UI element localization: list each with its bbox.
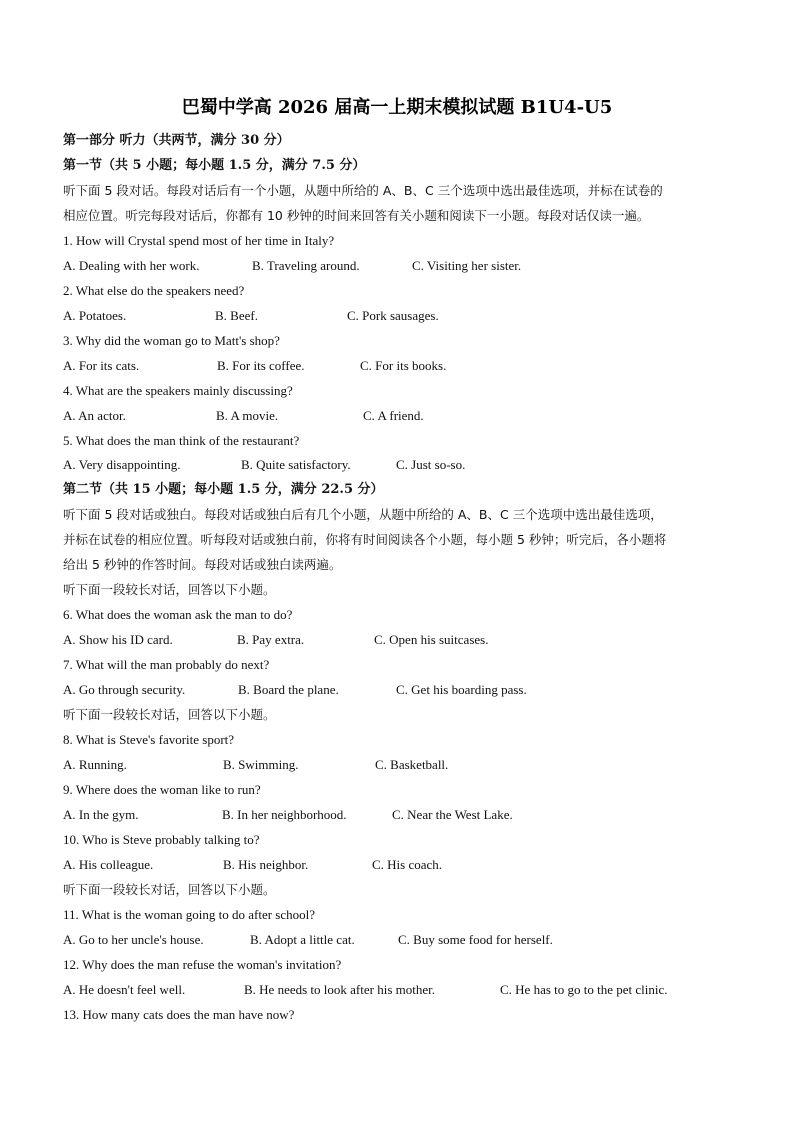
question-8: 8. What is Steve's favorite sport?	[63, 732, 235, 747]
exam-title: 巴蜀中学高 2026 届高一上期末模拟试题 B1U4-U5	[181, 97, 613, 118]
option-a: A. Very disappointing.	[63, 457, 181, 472]
option-c: C. Buy some food for herself.	[398, 932, 553, 947]
option-b: B. Quite satisfactory.	[241, 457, 351, 472]
option-c: C. Open his suitcases.	[374, 632, 489, 647]
option-b: B. Pay extra.	[237, 632, 305, 647]
option-a: A. Dealing with her work.	[63, 258, 200, 273]
option-c: C. His coach.	[372, 857, 443, 872]
question-3: 3. Why did the woman go to Matt's shop?	[63, 333, 280, 348]
option-a: A. Running.	[63, 757, 127, 772]
listen-prompt: 听下面一段较长对话，回答以下小题。	[63, 882, 276, 897]
question-13: 13. How many cats does the man have now?	[63, 1007, 295, 1022]
option-c: C. Near the West Lake.	[392, 807, 513, 822]
option-c: C. For its books.	[360, 358, 447, 373]
option-b: B. Board the plane.	[238, 682, 339, 697]
question-9: 9. Where does the woman like to run?	[63, 782, 261, 797]
option-c: C. Get his boarding pass.	[396, 682, 527, 697]
option-c: C. Just so-so.	[396, 457, 466, 472]
section1-instructions-line1: 听下面 5 段对话。每段对话后有一个小题，从题中所给的 A、B、C 三个选项中选出最佳选项，并标在试卷的	[63, 183, 663, 198]
section2-heading: 第二节（共 15 小题；每小题 1.5 分，满分 22.5 分）	[63, 482, 384, 497]
option-b: B. His neighbor.	[223, 857, 309, 872]
option-c: C. He has to go to the pet clinic.	[500, 982, 668, 997]
option-a: A. Potatoes.	[63, 308, 127, 323]
section1-heading: 第一节（共 5 小题；每小题 1.5 分，满分 7.5 分）	[63, 158, 366, 173]
option-c: C. Pork sausages.	[347, 308, 439, 323]
question-11: 11. What is the woman going to do after school?	[63, 907, 316, 922]
question-7: 7. What will the man probably do next?	[63, 657, 270, 672]
option-b: B. Beef.	[215, 308, 258, 323]
section2-instructions-line3: 给出 5 秒钟的作答时间。每段对话或独白读两遍。	[63, 557, 342, 572]
question-10: 10. Who is Steve probably talking to?	[63, 832, 260, 847]
option-b: B. Traveling around.	[252, 258, 360, 273]
option-a: A. Show his ID card.	[63, 632, 173, 647]
option-a: A. Go through security.	[63, 682, 186, 697]
section2-instructions-line1: 听下面 5 段对话或独白。每段对话或独白后有几个小题，从题中所给的 A、B、C 三个选项中选出最佳选项，	[63, 507, 663, 522]
option-a: A. His colleague.	[63, 857, 154, 872]
option-a: A. For its cats.	[63, 358, 140, 373]
option-a: A. In the gym.	[63, 807, 139, 822]
option-b: B. Swimming.	[223, 757, 299, 772]
listen-prompt: 听下面一段较长对话，回答以下小题。	[63, 582, 276, 597]
section1-instructions-line2: 相应位置。听完每段对话后，你都有 10 秒钟的时间来回答有关小题和阅读下一小题。每段对话仅读一遍。	[63, 208, 650, 223]
question-5: 5. What does the man think of the restaurant?	[63, 433, 300, 448]
option-c: C. A friend.	[363, 408, 424, 423]
part1-heading: 第一部分 听力（共两节，满分 30 分）	[63, 133, 290, 148]
option-b: B. A movie.	[216, 408, 279, 423]
question-2: 2. What else do the speakers need?	[63, 283, 245, 298]
listen-prompt: 听下面一段较长对话，回答以下小题。	[63, 707, 276, 722]
question-6: 6. What does the woman ask the man to do?	[63, 607, 293, 622]
option-b: B. He needs to look after his mother.	[244, 982, 435, 997]
option-b: B. For its coffee.	[217, 358, 305, 373]
option-c: C. Visiting her sister.	[412, 258, 522, 273]
option-a: A. He doesn't feel well.	[63, 982, 186, 997]
question-1: 1. How will Crystal spend most of her time in Italy?	[63, 233, 335, 248]
option-a: A. Go to her uncle's house.	[63, 932, 204, 947]
question-12: 12. Why does the man refuse the woman's invitation?	[63, 957, 342, 972]
option-a: A. An actor.	[63, 408, 126, 423]
option-c: C. Basketball.	[375, 757, 449, 772]
option-b: B. Adopt a little cat.	[250, 932, 355, 947]
option-b: B. In her neighborhood.	[222, 807, 347, 822]
section2-instructions-line2: 并标在试卷的相应位置。听每段对话或独白前，你将有时间阅读各个小题，每小题 5 秒钟；听完后，各小题将	[63, 532, 667, 547]
question-4: 4. What are the speakers mainly discussing?	[63, 383, 293, 398]
